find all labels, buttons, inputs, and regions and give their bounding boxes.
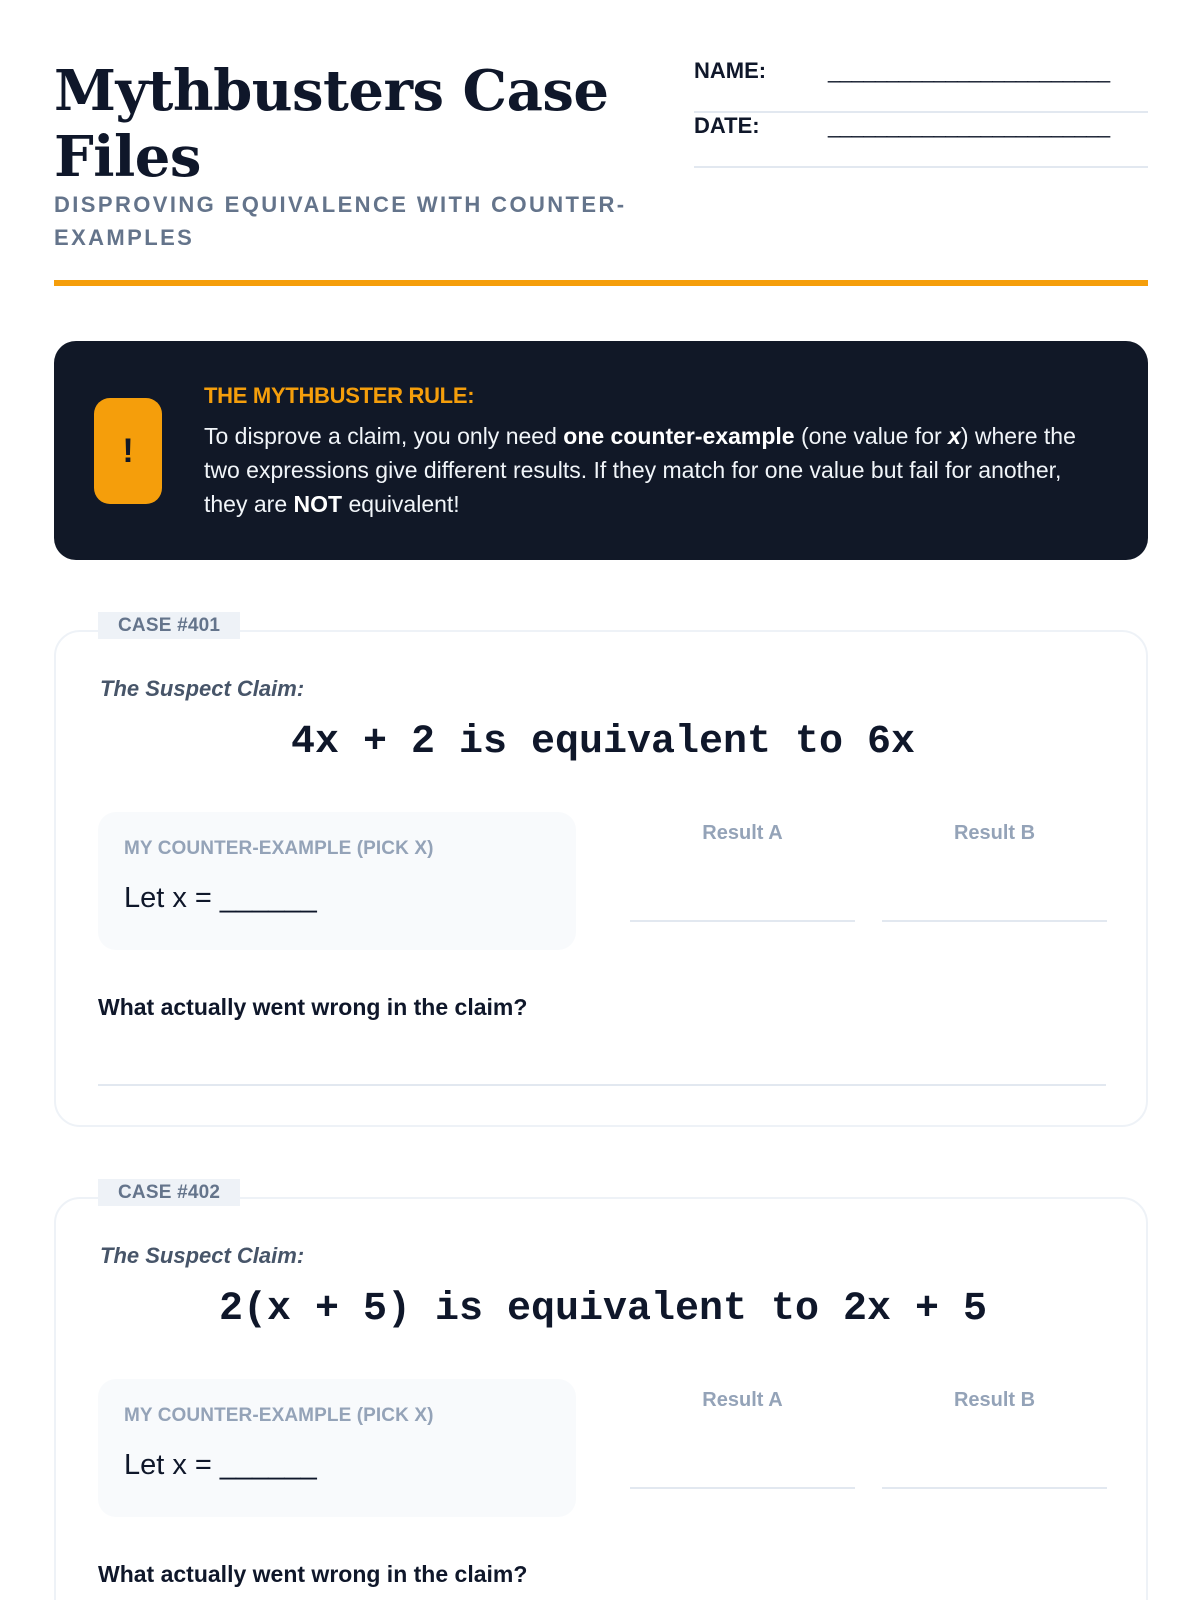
- page-title: Mythbusters Case Files: [54, 58, 609, 190]
- counter-example-box: [98, 812, 576, 950]
- result-b-line[interactable]: [882, 920, 1107, 922]
- counter-example-input[interactable]: Let x = ______: [124, 1449, 317, 1481]
- result-b-label: Result B: [953, 822, 1036, 844]
- student-info-fields: [694, 58, 1148, 168]
- counter-example-label: MY COUNTER-EXAMPLE (PICK X): [124, 1405, 434, 1426]
- date-blank[interactable]: ________________________: [828, 113, 1110, 138]
- claim-expression: 4x + 2 is equivalent to 6x: [290, 720, 916, 765]
- result-a-line[interactable]: [630, 1487, 855, 1489]
- result-b-label: Result B: [953, 1389, 1036, 1411]
- header-divider: [54, 280, 1148, 286]
- rule-text: To disprove a claim, you only need one counter-example (one value for x) where the two expressions give different results. If they match for one value but fail for another, they are NOT equivalent!: [204, 423, 1076, 517]
- case-card: [54, 1182, 1148, 1600]
- result-b-field[interactable]: [882, 822, 1107, 922]
- explanation-question: What actually went wrong in the claim?: [98, 1561, 528, 1587]
- name-blank[interactable]: ________________________: [828, 58, 1110, 83]
- suspect-claim-label: The Suspect Claim:: [100, 676, 305, 701]
- result-a-field[interactable]: [630, 822, 855, 922]
- result-a-line[interactable]: [630, 920, 855, 922]
- mythbuster-rule-callout: [54, 341, 1148, 560]
- counter-example-input[interactable]: Let x = ______: [124, 882, 317, 914]
- explanation-question: What actually went wrong in the claim?: [98, 994, 528, 1020]
- date-label: DATE:: [694, 113, 760, 138]
- case-number-tag: CASE #401: [98, 612, 240, 639]
- rule-heading: THE MYTHBUSTER RULE:: [204, 383, 475, 408]
- explanation-answer-line[interactable]: [98, 1084, 1106, 1086]
- counter-example-box: [98, 1379, 576, 1517]
- claim-expression: 2(x + 5) is equivalent to 2x + 5: [218, 1287, 988, 1332]
- result-b-line[interactable]: [882, 1487, 1107, 1489]
- case-card: [54, 615, 1148, 1127]
- exclamation-icon: !: [94, 398, 162, 504]
- page-subtitle: DISPROVING EQUIVALENCE WITH COUNTER-EXAMPLES: [54, 192, 627, 250]
- date-field-row: [694, 113, 1148, 168]
- suspect-claim-label: The Suspect Claim:: [100, 1243, 305, 1268]
- counter-example-label: MY COUNTER-EXAMPLE (PICK X): [124, 838, 434, 859]
- result-a-field[interactable]: [630, 1389, 855, 1489]
- name-label: NAME:: [694, 58, 767, 83]
- result-a-label: Result A: [702, 1389, 783, 1411]
- case-number-tag: CASE #402: [98, 1179, 240, 1206]
- result-b-field[interactable]: [882, 1389, 1107, 1489]
- name-field-row: [694, 58, 1148, 113]
- result-a-label: Result A: [702, 822, 783, 844]
